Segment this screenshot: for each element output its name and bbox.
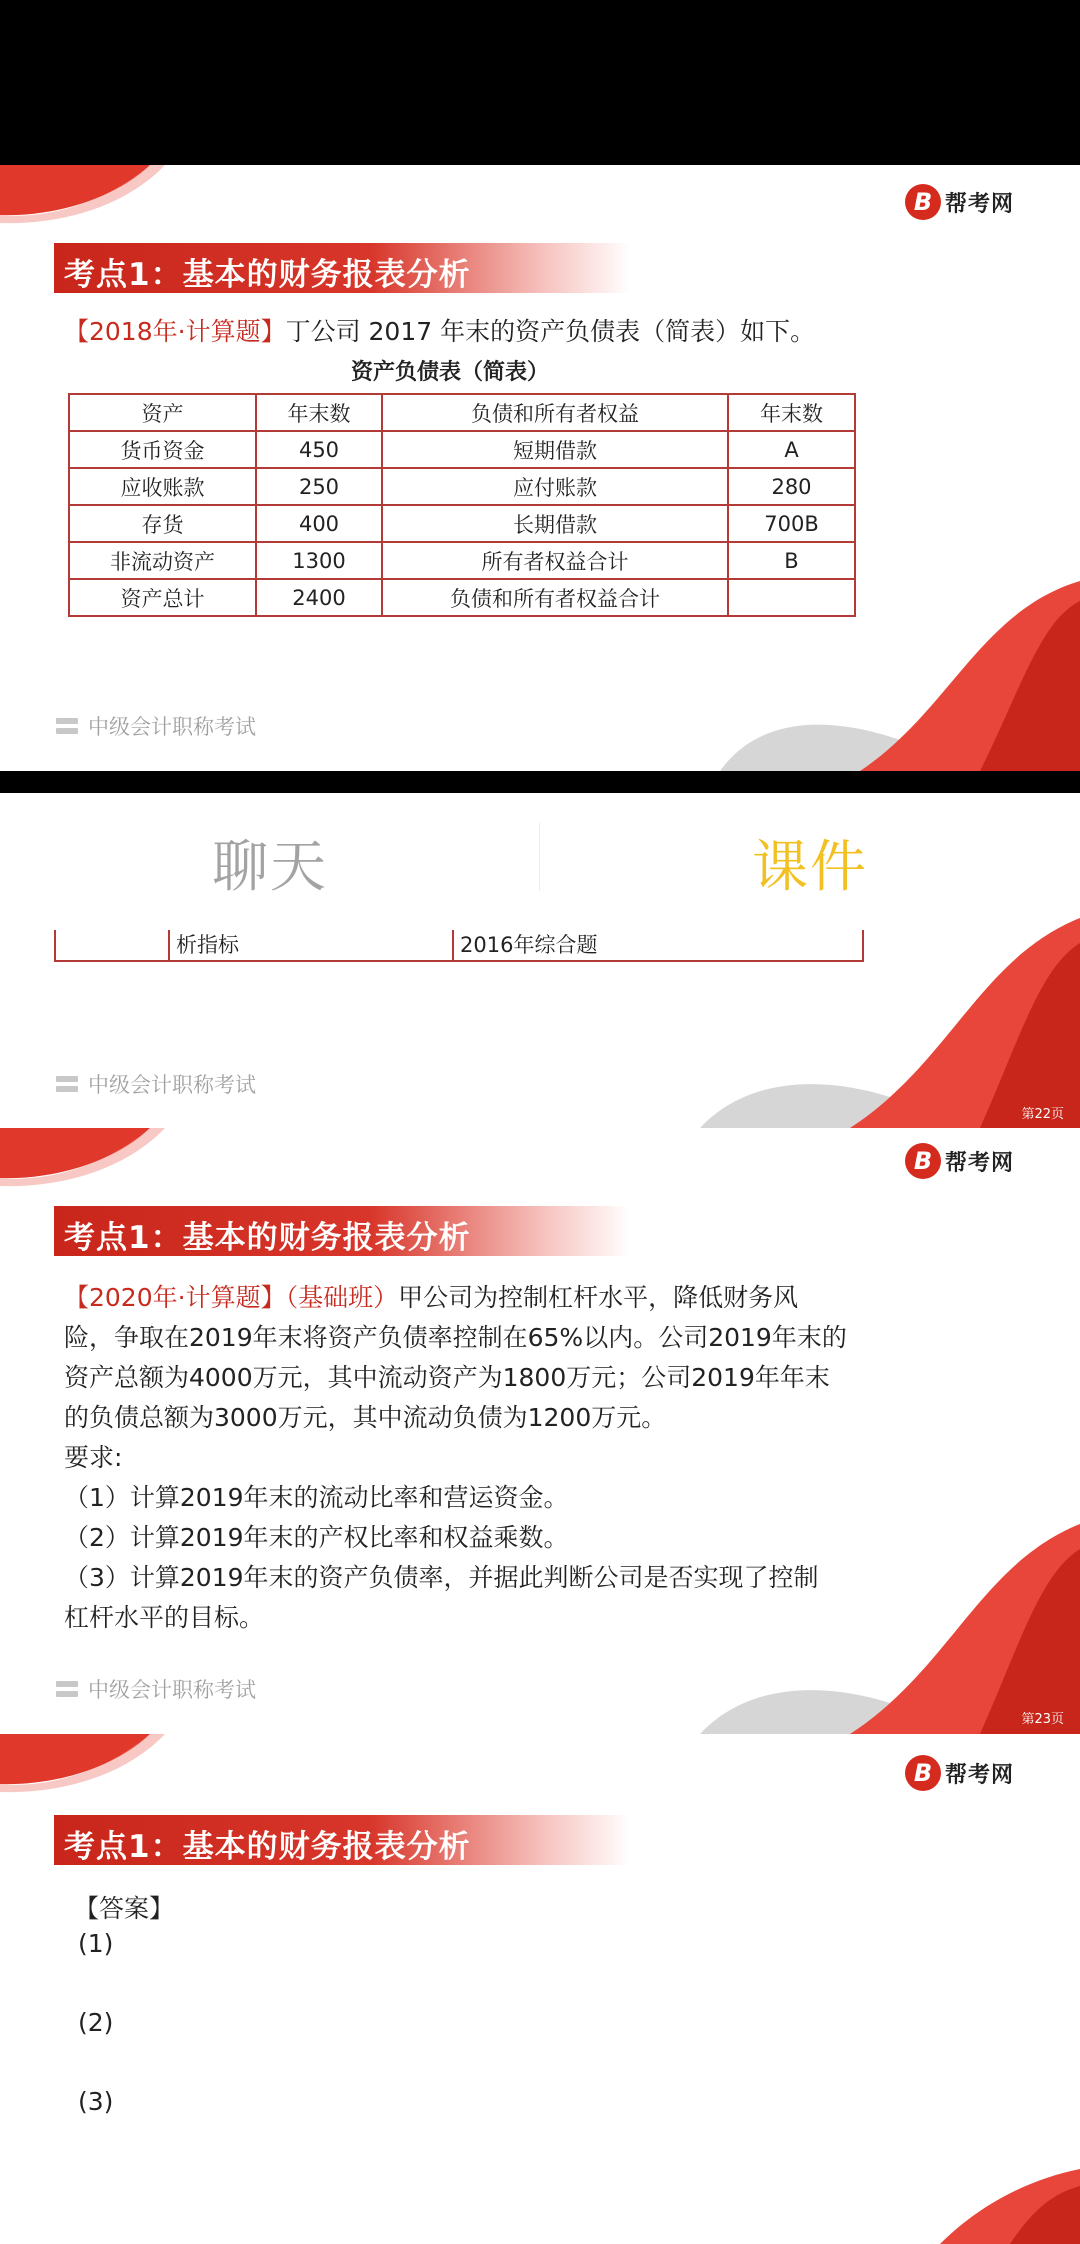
table-cell: 长期借款 xyxy=(382,505,728,542)
footer-text: 中级会计职称考试 xyxy=(88,715,256,739)
footer-icon xyxy=(56,1681,78,1697)
table-cell: 资产总计 xyxy=(69,579,256,616)
table-cell: 货币资金 xyxy=(69,431,256,468)
table-header-cell: 负债和所有者权益 xyxy=(382,394,728,431)
tab-course[interactable]: 课件 xyxy=(752,835,868,900)
table-cell: A xyxy=(728,431,855,468)
table-cell: 应付账款 xyxy=(382,468,728,505)
slide-wave-decoration xyxy=(650,898,1080,1128)
brand-logo-text: 帮考网 xyxy=(945,191,1015,217)
brand-logo xyxy=(905,1142,1014,1180)
table-cell: 应收账款 xyxy=(69,468,256,505)
footer-icon xyxy=(56,718,78,734)
slide-wave-decoration xyxy=(650,1504,1080,1734)
slide-title-bar xyxy=(54,1206,630,1256)
slide-footer xyxy=(56,711,256,741)
brand-logo-text: 帮考网 xyxy=(945,1150,1015,1176)
brand-logo xyxy=(905,183,1014,221)
table-cell: 280 xyxy=(728,468,855,505)
slide-corner-decoration xyxy=(0,1128,170,1188)
page-number: 第22页 xyxy=(1021,1107,1064,1122)
table-row xyxy=(69,505,855,542)
table-cell: 非流动资产 xyxy=(69,542,256,579)
table-cell: B xyxy=(728,542,855,579)
question-line: 要求: xyxy=(64,1443,123,1472)
footer-icon xyxy=(56,1076,78,1092)
table-cell: 存货 xyxy=(69,505,256,542)
brand-logo-icon: B xyxy=(905,184,941,220)
question-tag: 【2018年·计算题】 xyxy=(64,317,286,346)
answer-item: (1) xyxy=(78,1929,114,1958)
brand-logo-text: 帮考网 xyxy=(945,1762,1015,1788)
slide-3 xyxy=(0,1734,1080,2244)
slide-footer xyxy=(56,1069,256,1099)
tab-chat[interactable]: 聊天 xyxy=(212,835,328,900)
page-number: 第23页 xyxy=(1021,1712,1064,1727)
slide-wave-decoration xyxy=(650,541,1080,771)
slide-2 xyxy=(0,1128,1080,1734)
table-cell: 250 xyxy=(256,468,382,505)
table-cell: 2400 xyxy=(256,579,382,616)
slide-title: 考点1：基本的财务报表分析 xyxy=(64,1220,471,1256)
brand-logo xyxy=(905,1754,1014,1792)
footer-text: 中级会计职称考试 xyxy=(88,1678,256,1702)
table-cell: 400 xyxy=(256,505,382,542)
question-line: 的负债总额为3000万元，其中流动负债为1200万元。 xyxy=(64,1403,667,1432)
partial-cell: 析指标 xyxy=(168,930,452,960)
question-tag: 【2020年·计算题】（基础班） xyxy=(64,1283,399,1312)
overlay-panel xyxy=(0,793,1080,1128)
slide-wave-decoration xyxy=(920,2154,1080,2244)
question-line: 险，争取在2019年末将资产负债率控制在65%以内。公司2019年末的 xyxy=(64,1323,847,1352)
question-text: 丁公司 2017 年末的资产负债表（简表）如下。 xyxy=(285,317,816,346)
table-header-row xyxy=(69,394,855,431)
slide-corner-decoration xyxy=(0,1734,170,1794)
brand-logo-icon: B xyxy=(905,1755,941,1791)
question-line: （3）计算2019年末的资产负债率，并据此判断公司是否实现了控制 xyxy=(64,1563,819,1592)
slide-title-bar xyxy=(54,243,630,293)
slide-title: 考点1：基本的财务报表分析 xyxy=(64,1829,471,1865)
table-header-cell: 资产 xyxy=(69,394,256,431)
table-cell: 1300 xyxy=(256,542,382,579)
partial-cell: 2016年综合题 xyxy=(452,930,864,960)
slide-1 xyxy=(0,165,1080,771)
footer-text: 中级会计职称考试 xyxy=(88,1073,256,1097)
answer-tag: 【答案】 xyxy=(74,1894,175,1923)
question-line: 资产总额为4000万元，其中流动资产为1800万元；公司2019年年末 xyxy=(64,1363,830,1392)
table-title: 资产负债表（简表） xyxy=(350,360,549,385)
brand-logo-icon: B xyxy=(905,1143,941,1179)
question-line: （1）计算2019年末的流动比率和营运资金。 xyxy=(64,1483,569,1512)
table-cell: 所有者权益合计 xyxy=(382,542,728,579)
table-cell: 450 xyxy=(256,431,382,468)
table-header-cell: 年末数 xyxy=(256,394,382,431)
separator-bar xyxy=(0,771,1080,793)
question-line: 杠杆水平的目标。 xyxy=(64,1603,265,1632)
slide-title-bar xyxy=(54,1815,630,1865)
question-text: 甲公司为控制杠杆水平，降低财务风 xyxy=(398,1283,799,1312)
slide-footer xyxy=(56,1674,256,1704)
question-line xyxy=(64,312,815,352)
table-header-cell: 年末数 xyxy=(728,394,855,431)
slide-title: 考点1：基本的财务报表分析 xyxy=(64,257,471,293)
question-line xyxy=(64,1278,864,1318)
answer-item: (3) xyxy=(78,2087,114,2116)
table-cell: 负债和所有者权益合计 xyxy=(382,579,728,616)
table-row xyxy=(69,431,855,468)
table-cell: 短期借款 xyxy=(382,431,728,468)
table-row xyxy=(69,468,855,505)
top-black-bar xyxy=(0,0,1080,165)
table-cell: 700B xyxy=(728,505,855,542)
question-line: （2）计算2019年末的产权比率和权益乘数。 xyxy=(64,1523,569,1552)
answer-item: (2) xyxy=(78,2008,114,2037)
slide-corner-decoration xyxy=(0,165,170,225)
